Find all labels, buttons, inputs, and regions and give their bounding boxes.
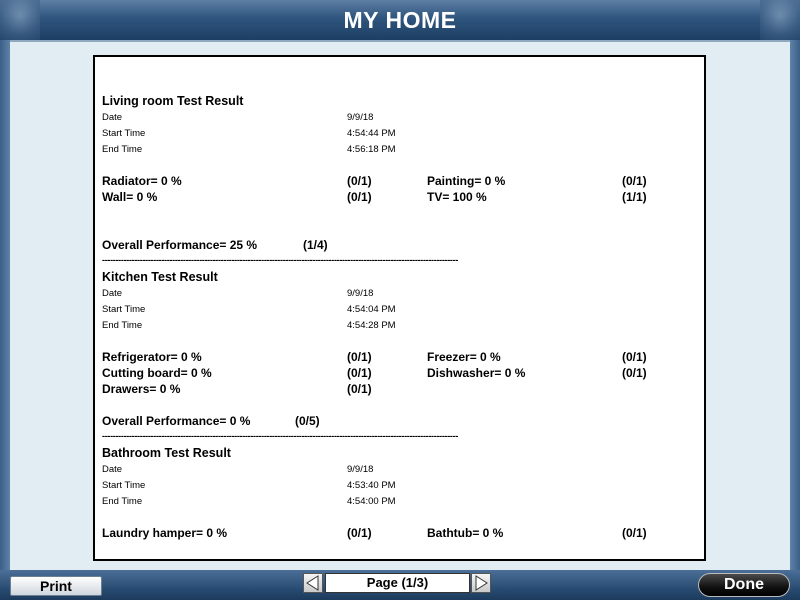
result-score: (1/1) (622, 190, 647, 204)
result-item: TV= 100 % (427, 190, 487, 204)
info-label: End Time (102, 320, 143, 331)
result-score: (0/1) (622, 350, 647, 364)
info-value: 9/9/18 (347, 112, 374, 123)
prev-page-button[interactable] (303, 573, 323, 593)
section-title-living-room: Living room Test Result (102, 94, 244, 108)
result-item: Painting= 0 % (427, 174, 506, 188)
result-score: (0/1) (622, 366, 647, 380)
title-bar-right-ornament (760, 0, 800, 40)
info-label: End Time (102, 496, 143, 507)
info-value: 4:54:00 PM (347, 496, 396, 507)
overall-performance: Overall Performance= 0 % (102, 414, 251, 428)
title-bar-left-ornament (0, 0, 40, 40)
triangle-right-icon (472, 574, 490, 592)
page-indicator: Page (1/3) (325, 573, 470, 593)
result-item: Dishwasher= 0 % (427, 366, 526, 380)
triangle-left-icon (304, 574, 322, 592)
section-title-bathroom: Bathroom Test Result (102, 446, 231, 460)
info-value: 4:54:44 PM (347, 128, 396, 139)
frame-left (0, 40, 10, 570)
title-bar (0, 0, 800, 40)
info-value: 9/9/18 (347, 464, 374, 475)
overall-performance: Overall Performance= 25 % (102, 238, 258, 252)
result-item: Laundry hamper= 0 % (102, 526, 228, 540)
result-score: (0/1) (347, 190, 372, 204)
info-label: Start Time (102, 480, 146, 491)
result-score: (0/1) (347, 174, 372, 188)
section-title-kitchen: Kitchen Test Result (102, 270, 218, 284)
result-item: Drawers= 0 % (102, 382, 181, 396)
info-label: Start Time (102, 304, 146, 315)
next-page-button[interactable] (471, 573, 491, 593)
info-value: 4:56:18 PM (347, 144, 396, 155)
result-score: (0/1) (347, 526, 372, 540)
result-score: (0/1) (347, 366, 372, 380)
overall-score: (0/5) (295, 414, 320, 428)
info-value: 4:53:40 PM (347, 480, 396, 491)
print-button[interactable]: Print (10, 576, 102, 596)
separator: ------------------------------------------------------------------------------------------------------------------------------------ (102, 431, 459, 441)
result-item: Cutting board= 0 % (102, 366, 212, 380)
report-page[interactable] (93, 55, 706, 561)
result-item: Wall= 0 % (102, 190, 158, 204)
result-score: (0/1) (347, 382, 372, 396)
info-label: Start Time (102, 128, 146, 139)
result-item: Freezer= 0 % (427, 350, 501, 364)
frame-right (790, 40, 800, 570)
info-label: Date (102, 112, 123, 123)
overall-score: (1/4) (303, 238, 328, 252)
info-label: Date (102, 464, 123, 475)
result-score: (0/1) (347, 350, 372, 364)
result-score: (0/1) (622, 526, 647, 540)
app-title: MY HOME (343, 7, 457, 33)
info-value: 4:54:28 PM (347, 320, 396, 331)
info-label: Date (102, 288, 123, 299)
separator: ------------------------------------------------------------------------------------------------------------------------------------ (102, 255, 459, 265)
info-label: End Time (102, 144, 143, 155)
result-score: (0/1) (622, 174, 647, 188)
done-button[interactable]: Done (698, 573, 790, 597)
result-item: Refrigerator= 0 % (102, 350, 202, 364)
info-value: 4:54:04 PM (347, 304, 396, 315)
info-value: 9/9/18 (347, 288, 374, 299)
result-item: Bathtub= 0 % (427, 526, 504, 540)
result-item: Radiator= 0 % (102, 174, 182, 188)
